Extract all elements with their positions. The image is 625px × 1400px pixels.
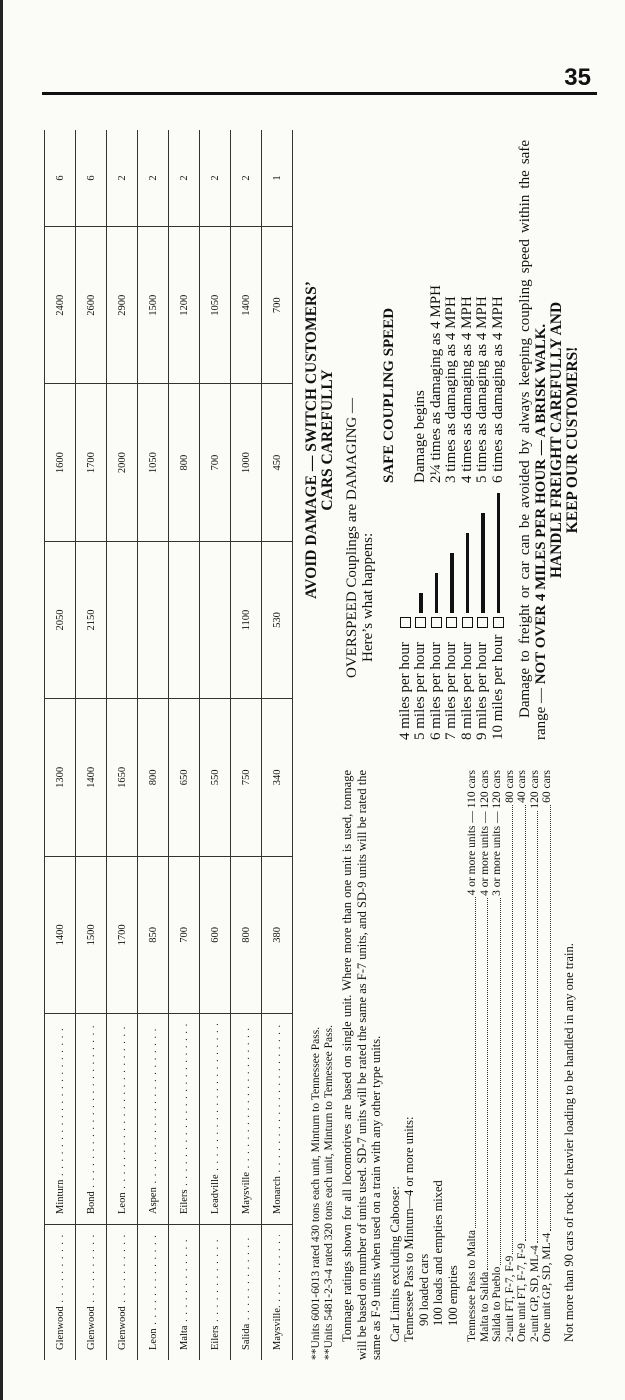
tonnage-from	[262, 1225, 293, 1361]
coupling-speed: 9 miles per hour	[474, 642, 490, 740]
to-station: Leon . . .	[117, 1024, 128, 1214]
tonnage-value: 650	[169, 699, 200, 856]
from-station: Glenwood . . .	[117, 1235, 128, 1350]
tonnage-row	[200, 130, 231, 1360]
from-station: Glenwood . . .	[55, 1235, 66, 1350]
tonnage-row	[45, 130, 76, 1360]
car-limit-value: 40 cars	[516, 770, 528, 803]
tonnage-value: 1600	[45, 384, 76, 541]
tonnage-value: 700	[169, 856, 200, 1013]
tonnage-value: 1500	[76, 856, 107, 1013]
to-station: Eilers . . .	[179, 1024, 190, 1214]
damage-effect: 5 times as damaging as 4 MPH	[474, 296, 490, 483]
tonnage-value: 2900	[107, 227, 138, 384]
tonnage-value: 1400	[76, 699, 107, 856]
rules-column	[310, 770, 576, 1360]
from-station: Malta . . .	[179, 1235, 190, 1350]
unit-note-2: **Units 5481-2-3-4 rated 320 tons each unit, Minturn to Tennessee Pass.	[323, 1025, 335, 1360]
speed-row	[413, 140, 429, 740]
to-station: Bond . . .	[86, 1024, 97, 1214]
tonnage-to	[262, 1014, 293, 1225]
tonnage-value: 1700	[107, 856, 138, 1013]
speed-rows	[398, 140, 507, 740]
car-box-icon	[493, 617, 504, 628]
speed-row	[398, 140, 414, 740]
damage-bar	[497, 493, 501, 613]
damage-effect: 2¼ times as damaging as 4 MPH	[427, 285, 444, 483]
coupling-speed-table	[382, 140, 506, 740]
tonnage-value: 800	[138, 699, 169, 856]
tonnage-value: 1	[262, 130, 293, 227]
tonnage-value: 2400	[45, 227, 76, 384]
unit-note-1: **Units 6001-6013 rated 430 tons each unit, Minturn to Tennessee Pass.	[310, 1026, 322, 1360]
tonnage-value: 1650	[107, 699, 138, 856]
closing-text-body: Damage to freight or car can be avoided by always keeping coupling speed within the safe range —	[517, 140, 549, 740]
page-number: 35	[564, 64, 591, 91]
tonnage-value: 6	[76, 130, 107, 227]
dot-leader	[466, 897, 476, 1228]
to-station: Aspen . . .	[148, 1024, 159, 1214]
header-rule	[42, 92, 597, 95]
closing-text	[518, 140, 549, 740]
overspeed-intro: OVERSPEED Couplings are DAMAGING —	[344, 398, 360, 678]
car-limits-heading: Car Limits excluding Caboose:	[387, 1186, 402, 1342]
final-slogan: HANDLE FREIGHT CAREFULLY AND	[548, 301, 565, 579]
tonnage-value: 1200	[169, 227, 200, 384]
tonnage-value: 1500	[138, 227, 169, 384]
damage-bar-area	[404, 483, 408, 613]
dot-leader	[529, 811, 539, 1244]
tonnage-from	[107, 1225, 138, 1361]
tonnage-paragraph: Tonnage ratings shown for all locomotives are based on single unit. Where more than one unit is used, tonnage will be based on number of units used. SD-7 units will be rated the same as F-7 units, and SD-9 units will be rated the same as F-9 units when used on a train with any other type units.	[340, 770, 383, 1360]
tonnage-to	[138, 1014, 169, 1225]
from-station: Leon . . .	[148, 1235, 159, 1350]
car-box-icon	[462, 617, 473, 628]
car-limit-value: 80 cars	[503, 770, 516, 803]
car-limit-route: Tennessee Pass to Malta	[466, 1230, 478, 1342]
speed-row	[491, 140, 507, 740]
dot-leader	[491, 898, 501, 1265]
tonnage-row	[107, 130, 138, 1360]
closing-paragraph	[518, 140, 549, 740]
tonnage-value: 2	[107, 130, 138, 227]
coupling-speed: 4 miles per hour	[396, 642, 413, 740]
tonnage-value: 1050	[200, 227, 231, 384]
car-limit-value: 4 or more units — 110 cars	[466, 770, 478, 896]
tonnage-from	[138, 1225, 169, 1361]
tonnage-value: 1000	[231, 384, 262, 541]
dot-leader	[541, 805, 551, 1231]
coupling-speed: 7 miles per hour	[443, 642, 459, 740]
dot-leader	[504, 805, 514, 1254]
tonnage-value: 1700	[76, 384, 107, 541]
car-limit-value: 4 or more units — 120 cars	[478, 770, 491, 896]
tonnage-value: 2050	[45, 541, 76, 698]
rotated-page-content	[42, 120, 597, 1390]
tennessee-item: 90 loaded cars	[416, 1253, 431, 1326]
final-slogan: KEEP OUR CUSTOMERS!	[563, 346, 581, 534]
damage-effect: 4 times as damaging as 4 MPH	[458, 296, 475, 483]
tonnage-table-body	[45, 130, 293, 1360]
tennessee-heading: Tennessee Pass to Minturn—4 or more units:	[402, 1116, 416, 1342]
tonnage-from	[45, 1225, 76, 1361]
coupling-speed: 10 miles per hour	[489, 634, 506, 740]
tonnage-value: 800	[231, 856, 262, 1013]
car-box-icon	[477, 617, 488, 628]
damage-effect: 6 times as damaging as 4 MPH	[489, 296, 506, 483]
tonnage-value: 600	[200, 856, 231, 1013]
car-limit-value: 3 or more units — 120 cars	[491, 770, 503, 896]
damage-bar-area	[497, 483, 501, 613]
speed-row	[475, 140, 491, 740]
damage-effect: Damage begins	[412, 390, 428, 483]
tonnage-value: 2	[200, 130, 231, 227]
tonnage-value: 2	[138, 130, 169, 227]
car-box-icon	[400, 617, 411, 628]
tennessee-item: 100 loads and empties mixed	[431, 1180, 445, 1326]
tonnage-value: 700	[262, 227, 293, 384]
tonnage-to	[45, 1014, 76, 1225]
tonnage-row	[138, 130, 169, 1360]
tonnage-row	[262, 130, 293, 1360]
dot-leader	[479, 898, 489, 1270]
tonnage-value: 1100	[231, 541, 262, 698]
damage-bar-area	[450, 483, 454, 613]
tonnage-from	[231, 1225, 262, 1361]
car-box-icon	[431, 617, 442, 628]
car-limit-row	[479, 770, 492, 1342]
tonnage-value: 1400	[231, 227, 262, 384]
tonnage-from	[169, 1225, 200, 1361]
car-limit-row	[529, 770, 542, 1342]
scan-edge	[0, 0, 3, 1400]
speed-header-spacer	[382, 483, 398, 740]
tonnage-value: 800	[169, 384, 200, 541]
car-limit-value: 60 cars	[541, 770, 553, 803]
tennessee-item: 100 empties	[445, 1265, 460, 1326]
speed-row	[460, 140, 476, 740]
car-box-icon	[446, 617, 457, 628]
tonnage-to	[231, 1014, 262, 1225]
tonnage-row	[76, 130, 107, 1360]
rock-note: Not more than 90 cars of rock or heavier loading to be handled in any one train.	[561, 943, 576, 1342]
dot-leader	[516, 805, 526, 1241]
tonnage-value: 340	[262, 699, 293, 856]
from-station: Maysville. . . .	[272, 1235, 283, 1350]
to-station: Monarch . . .	[272, 1024, 283, 1214]
tonnage-value: 2	[231, 130, 262, 227]
car-limit-row	[504, 770, 517, 1342]
closing-text-caps: NOT OVER 4 MILES PER HOUR — A BRISK WALK.	[532, 323, 549, 685]
tonnage-value: 700	[200, 384, 231, 541]
car-box-icon	[415, 617, 426, 628]
car-limit-route: One unit GP, SD, ML-4	[541, 1232, 553, 1342]
car-limit-route: 2-unit GP, SD, ML-4	[528, 1245, 541, 1342]
tonnage-to	[200, 1014, 231, 1225]
car-limit-row	[491, 770, 504, 1342]
tonnage-table	[44, 130, 293, 1360]
damage-bar	[419, 593, 423, 613]
tonnage-from	[76, 1225, 107, 1361]
damage-bar-area	[481, 483, 485, 613]
tonnage-value: 550	[200, 699, 231, 856]
speed-row	[444, 140, 460, 740]
damage-bar-area	[435, 483, 439, 613]
speed-table-header	[382, 140, 398, 740]
tonnage-value: 6	[45, 130, 76, 227]
tonnage-value	[138, 541, 169, 698]
safety-headline: CARS CAREFULLY	[318, 369, 336, 511]
tonnage-value: 850	[138, 856, 169, 1013]
car-limit-row	[516, 770, 529, 1342]
tonnage-value: 2600	[76, 227, 107, 384]
from-station: Eilers . . .	[210, 1235, 221, 1350]
to-station: Minturn . . .	[55, 1024, 66, 1214]
car-limit-row	[541, 770, 554, 1342]
car-limit-route: One unit FT, F-7, F-9	[516, 1243, 528, 1342]
coupling-safety-column	[304, 140, 580, 740]
from-station: Salida . . .	[241, 1235, 252, 1350]
car-limit-route: Malta to Salida	[478, 1271, 491, 1342]
tonnage-to	[107, 1014, 138, 1225]
tonnage-value: 2150	[76, 541, 107, 698]
tonnage-value: 1400	[45, 856, 76, 1013]
from-station: Glenwood . . .	[86, 1235, 97, 1350]
car-limit-route: 2-unit FT, F-7, F-9	[503, 1255, 516, 1342]
damage-bar-area	[466, 483, 470, 613]
tonnage-value: 750	[231, 699, 262, 856]
tonnage-value	[169, 541, 200, 698]
tonnage-from	[200, 1225, 231, 1361]
coupling-speed: 5 miles per hour	[412, 642, 428, 740]
coupling-speed: 6 miles per hour	[427, 642, 444, 740]
tonnage-value: 1050	[138, 384, 169, 541]
damage-bar	[466, 533, 470, 613]
tonnage-row	[231, 130, 262, 1360]
damage-effect: 3 times as damaging as 4 MPH	[443, 296, 459, 483]
car-limit-row	[466, 770, 479, 1342]
damage-bar	[481, 513, 485, 613]
tonnage-value	[107, 541, 138, 698]
tonnage-row	[169, 130, 200, 1360]
to-station: Leadville . . .	[210, 1024, 221, 1214]
damage-bar	[435, 573, 439, 613]
tonnage-value: 530	[262, 541, 293, 698]
to-station: Maysville . . .	[241, 1024, 252, 1214]
tonnage-value: 2000	[107, 384, 138, 541]
damage-bar-area	[419, 483, 423, 613]
coupling-speed: 8 miles per hour	[458, 642, 475, 740]
tonnage-value: 450	[262, 384, 293, 541]
car-limit-list	[466, 770, 554, 1360]
damage-bar	[450, 553, 454, 613]
safety-headline: AVOID DAMAGE — SWITCH CUSTOMERS’	[303, 281, 320, 599]
safe-coupling-heading: SAFE COUPLING SPEED	[381, 307, 397, 483]
tonnage-to	[76, 1014, 107, 1225]
tonnage-value	[200, 541, 231, 698]
tonnage-value: 1300	[45, 699, 76, 856]
car-limit-route: Salida to Pueblo	[491, 1266, 503, 1342]
tonnage-value: 380	[262, 856, 293, 1013]
tonnage-value: 2	[169, 130, 200, 227]
overspeed-intro: Here’s what happens:	[359, 532, 376, 662]
speed-row	[429, 140, 445, 740]
tonnage-to	[169, 1014, 200, 1225]
car-limit-value: 120 cars	[528, 770, 541, 809]
